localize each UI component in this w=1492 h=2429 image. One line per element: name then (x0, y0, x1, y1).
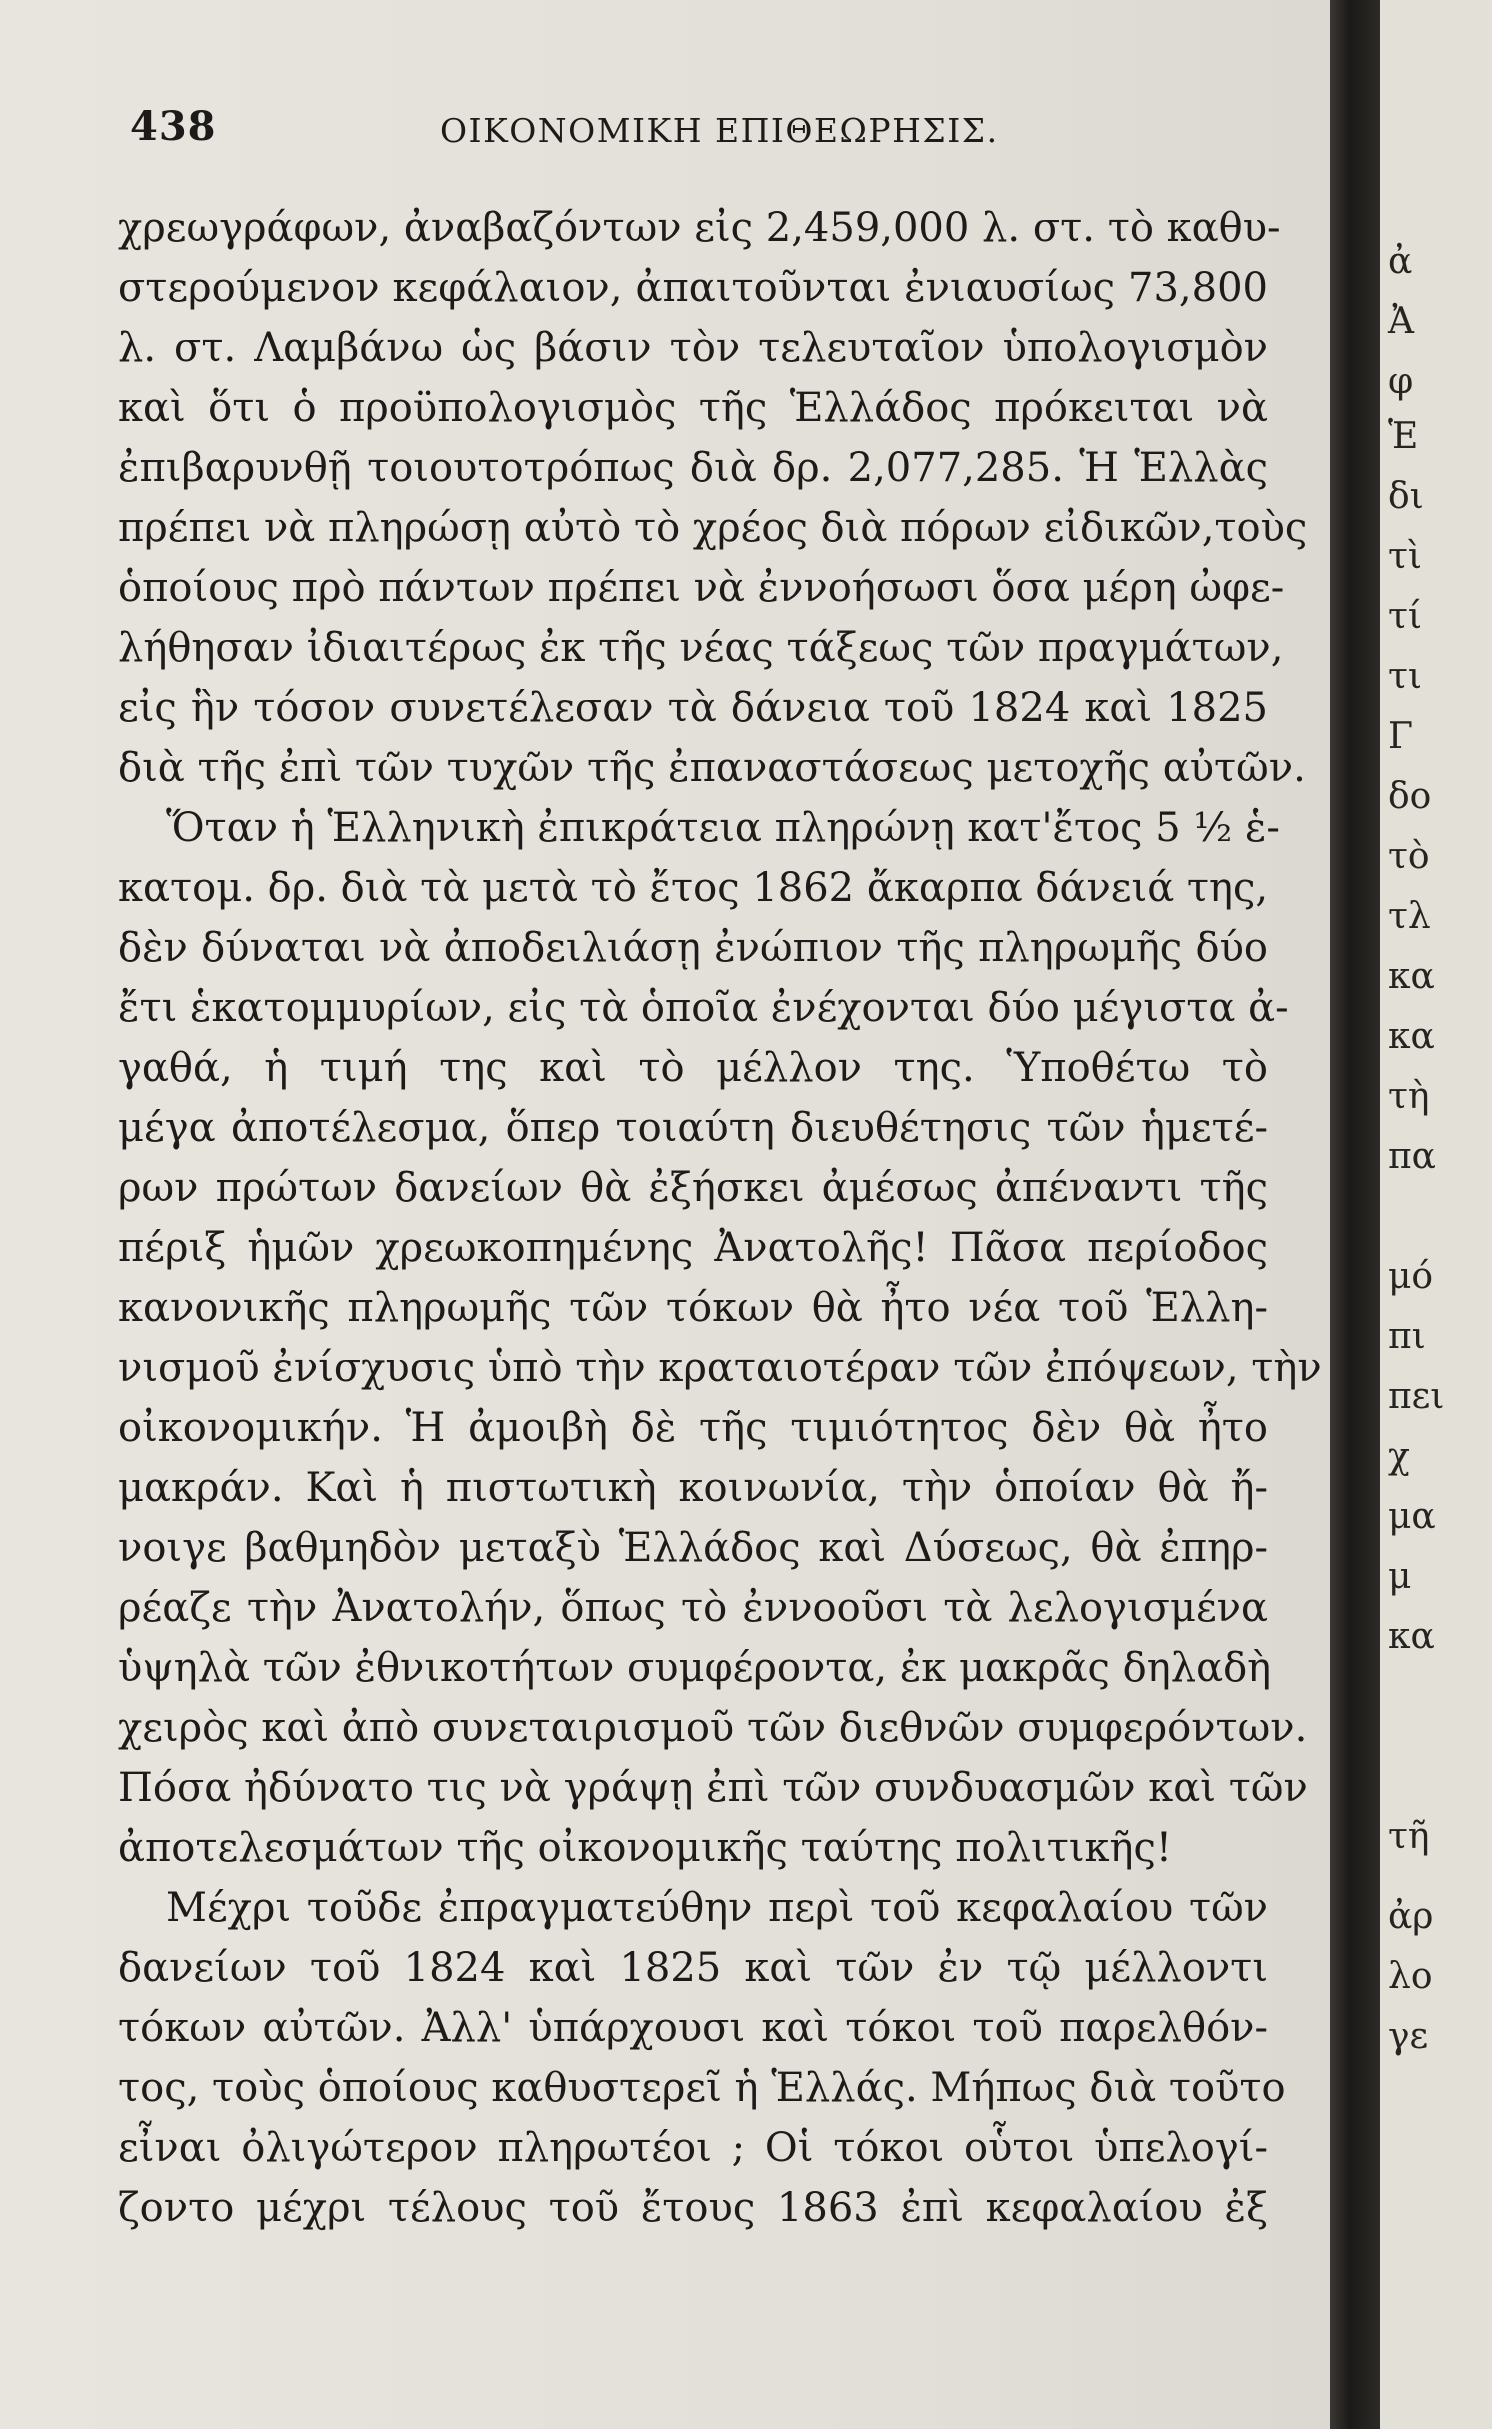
text-line: στερούμενον κεφάλαιον, ἀπαιτοῦνται ἐνιαυσίως 73,800 (118, 265, 1268, 311)
text-line: ρέαζε τὴν Ἀνατολήν, ὅπως τὸ ἐννοοῦσι τὰ λελογισμένα (118, 1585, 1268, 1631)
edge-fragment: μα (1388, 1496, 1436, 1537)
text-line: χρεωγράφων, ἀναβαζόντων εἰς 2,459,000 λ. στ. τὸ καθυ- (118, 205, 1281, 251)
edge-fragment: τί (1388, 596, 1423, 637)
text-line: τόκων αὐτῶν. Ἀλλ' ὑπάρχουσι καὶ τόκοι τοῦ παρελθόν- (118, 2005, 1268, 2051)
text-line: νοιγε βαθμηδὸν μεταξὺ Ἑλλάδος καὶ Δύσεως, θὰ ἐπηρ- (118, 1525, 1268, 1571)
edge-fragment: τὸ (1388, 836, 1430, 877)
text-line: ζοντο μέχρι τέλους τοῦ ἔτους 1863 ἐπὶ κεφαλαίου ἐξ (118, 2185, 1268, 2231)
page-header (130, 103, 1250, 163)
edge-fragment: πι (1388, 1316, 1426, 1357)
edge-fragment: Γ (1388, 716, 1413, 757)
edge-fragment: κα (1388, 956, 1435, 997)
running-head: ΟΙΚΟΝΟΜΙΚΗ ΕΠΙΘΕΩΡΗΣΙΣ. (440, 111, 999, 150)
text-line: νισμοῦ ἐνίσχυσις ὑπὸ τὴν κραταιοτέραν τῶν ἐπόψεων, τὴν (118, 1345, 1322, 1391)
text-line: δανείων τοῦ 1824 καὶ 1825 καὶ τῶν ἐν τῷ μέλλοντι (118, 1945, 1268, 1991)
text-line: εἰς ἣν τόσον συνετέλεσαν τὰ δάνεια τοῦ 1824 καὶ 1825 (118, 685, 1268, 731)
text-line: μακράν. Καὶ ἡ πιστωτικὴ κοινωνία, τὴν ὁποίαν θὰ ἤ- (118, 1465, 1268, 1511)
edge-fragment: τὴ (1388, 1076, 1430, 1117)
edge-fragment: φ (1388, 361, 1414, 402)
edge-fragment: Ἀ (1388, 301, 1414, 342)
text-line: λ. στ. Λαμβάνω ὡς βάσιν τὸν τελευταῖον ὑπολογισμὸν (118, 325, 1268, 371)
text-line: οἰκονομικήν. Ἡ ἀμοιβὴ δὲ τῆς τιμιότητος δὲν θὰ ἦτο (118, 1405, 1268, 1451)
book-gutter (1330, 0, 1380, 2429)
text-line: μέγα ἀποτέλεσμα, ὅπερ τοιαύτη διευθέτησις τῶν ἡμετέ- (118, 1105, 1268, 1151)
edge-fragment: μό (1388, 1256, 1434, 1297)
edge-fragment: πα (1388, 1136, 1436, 1177)
text-line: ὑψηλὰ τῶν ἐθνικοτήτων συμφέροντα, ἐκ μακρᾶς δηλαδὴ (118, 1645, 1272, 1691)
text-line: χειρὸς καὶ ἀπὸ συνεταιρισμοῦ τῶν διεθνῶν συμφερόντων. (118, 1705, 1308, 1751)
edge-fragment: τὶ (1388, 536, 1423, 577)
text-line: ρων πρώτων δανείων θὰ ἐξήσκει ἀμέσως ἀπέναντι τῆς (118, 1165, 1268, 1211)
text-line: Πόσα ἠδύνατο τις νὰ γράψῃ ἐπὶ τῶν συνδυασμῶν καὶ τῶν (118, 1765, 1308, 1811)
text-line: Μέχρι τοῦδε ἐπραγματεύθην περὶ τοῦ κεφαλαίου τῶν (166, 1885, 1268, 1931)
edge-fragment: λο (1388, 1956, 1433, 1997)
edge-fragment: δο (1388, 776, 1432, 817)
edge-fragment: κα (1388, 1016, 1435, 1057)
text-line: τος, τοὺς ὁποίους καθυστερεῖ ἡ Ἑλλάς. Μήπως διὰ τοῦτο (118, 2065, 1286, 2111)
text-line: κατομ. δρ. διὰ τὰ μετὰ τὸ ἔτος 1862 ἄκαρπα δάνειά της, (118, 865, 1269, 911)
edge-fragment: χ (1388, 1436, 1410, 1477)
text-line: πέριξ ἡμῶν χρεωκοπημένης Ἀνατολῆς! Πᾶσα περίοδος (118, 1225, 1268, 1271)
text-line: δὲν δύναται νὰ ἀποδειλιάσῃ ἐνώπιον τῆς πληρωμῆς δύο (118, 925, 1268, 971)
text-line: εἶναι ὀλιγώτερον πληρωτέοι ; Οἱ τόκοι οὗτοι ὑπελογί- (118, 2125, 1268, 2171)
text-line: κανονικῆς πληρωμῆς τῶν τόκων θὰ ἦτο νέα τοῦ Ἑλλη- (118, 1285, 1268, 1331)
text-line: ἀποτελεσμάτων τῆς οἰκονομικῆς ταύτης πολιτικῆς! (118, 1825, 1172, 1871)
text-line: καὶ ὅτι ὁ προϋπολογισμὸς τῆς Ἑλλάδος πρόκειται νὰ (118, 385, 1268, 431)
page-number: 438 (130, 103, 217, 150)
edge-fragment: πει (1388, 1376, 1445, 1417)
text-line: λήθησαν ἰδιαιτέρως ἐκ τῆς νέας τάξεως τῶν πραγμάτων, (118, 625, 1284, 671)
text-line: ἐπιβαρυνθῇ τοιουτοτρόπως διὰ δρ. 2,077,285. Ἡ Ἑλλὰς (118, 445, 1268, 491)
text-line: Ὅταν ἡ Ἑλληνικὴ ἐπικράτεια πληρώνῃ κατ'ἔτος 5 ½ ἑ- (166, 805, 1280, 851)
text-line: ὁποίους πρὸ πάντων πρέπει νὰ ἐννοήσωσι ὅσα μέρη ὠφε- (118, 565, 1285, 611)
text-line: γαθά, ἡ τιμή της καὶ τὸ μέλλον της. Ὑποθέτω τὸ (118, 1045, 1268, 1091)
edge-fragment: τλ (1388, 896, 1431, 937)
edge-fragment: τι (1388, 656, 1423, 697)
edge-fragment: Ἑ (1388, 416, 1419, 457)
edge-fragment: δι (1388, 476, 1424, 517)
edge-fragment: ἀ (1388, 241, 1413, 282)
text-line: ἔτι ἑκατομμυρίων, εἰς τὰ ὁποῖα ἐνέχονται δύο μέγιστα ἀ- (118, 985, 1289, 1031)
edge-fragment: γε (1388, 2016, 1429, 2057)
next-page-edge (1380, 0, 1492, 2429)
edge-fragment: ἀρ (1388, 1896, 1434, 1937)
edge-fragment: τῆ (1388, 1816, 1430, 1857)
text-line: πρέπει νὰ πληρώσῃ αὐτὸ τὸ χρέος διὰ πόρων εἰδικῶν,τοὺς (118, 505, 1308, 551)
text-line: διὰ τῆς ἐπὶ τῶν τυχῶν τῆς ἐπαναστάσεως μετοχῆς αὐτῶν. (118, 745, 1306, 791)
edge-fragment: μ (1388, 1556, 1412, 1597)
edge-fragment: κα (1388, 1616, 1435, 1657)
